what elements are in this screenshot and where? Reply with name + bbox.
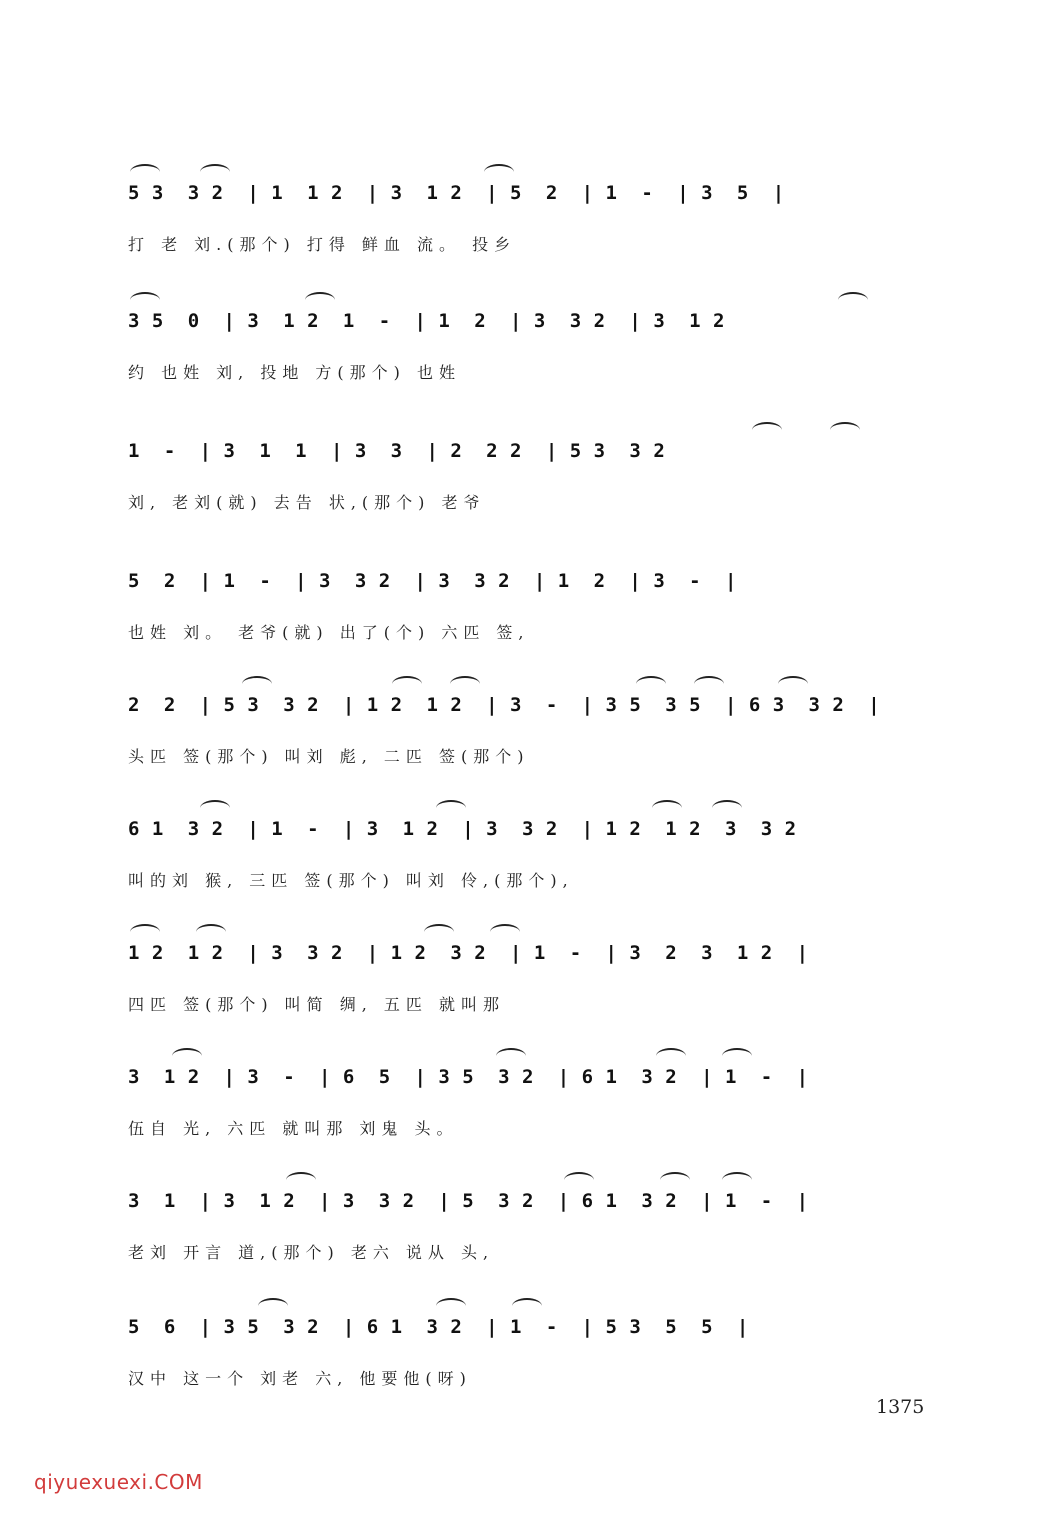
notation-line: 1 - | 3 1 1 | 3 3 | 2 2 2 | 5 3 3 2	[128, 440, 666, 462]
lyrics-line: 头匹 签(那个) 叫刘 彪, 二匹 签(那个)	[128, 747, 530, 766]
notation-line: 5 6 | 3 5 3 2 | 6 1 3 2 | 1 - | 5 3 5 5 |	[128, 1316, 749, 1338]
slur	[694, 676, 724, 692]
slur	[436, 1298, 466, 1314]
lyrics-line: 约 也姓 刘, 投地 方(那个) 也姓	[128, 363, 462, 382]
notation-line: 3 1 | 3 1 2 | 3 3 2 | 5 3 2 | 6 1 3 2 | 1 - |	[128, 1190, 809, 1212]
slur	[636, 676, 666, 692]
notation-line: 5 3 3 2 | 1 1 2 | 3 1 2 | 5 2 | 1 - | 3 5 |	[128, 182, 785, 204]
score-system	[0, 818, 1054, 938]
score-system	[0, 942, 1054, 1062]
site-watermark: qiyuexuexi.COM	[34, 1470, 203, 1494]
slur	[196, 924, 226, 940]
slur	[130, 924, 160, 940]
lyrics-line: 叫的刘 猴, 三匹 签(那个) 叫刘 伶,(那个),	[128, 871, 574, 890]
slur	[830, 422, 860, 438]
lyrics-line: 伍自 光, 六匹 就叫那 刘鬼 头。	[128, 1119, 459, 1138]
slur	[450, 676, 480, 692]
slur	[200, 164, 230, 180]
page-number: 1375	[876, 1396, 925, 1418]
score-system	[0, 182, 1054, 302]
lyrics-line: 打 老 刘.(那个) 打得 鲜血 流。 投乡	[128, 235, 517, 254]
slur	[652, 800, 682, 816]
lyrics-line: 刘, 老刘(就) 去告 状,(那个) 老爷	[128, 493, 486, 512]
slur	[424, 924, 454, 940]
slur	[305, 292, 335, 308]
notation-line: 5 2 | 1 - | 3 3 2 | 3 3 2 | 1 2 | 3 - |	[128, 570, 737, 592]
score-system	[0, 570, 1054, 690]
lyrics-line: 老刘 开言 道,(那个) 老六 说从 头,	[128, 1243, 495, 1262]
slur	[778, 676, 808, 692]
score-system	[0, 1316, 1054, 1436]
slur	[722, 1048, 752, 1064]
slur	[130, 292, 160, 308]
slur	[490, 924, 520, 940]
slur	[200, 800, 230, 816]
slur	[660, 1172, 690, 1188]
notation-line: 3 1 2 | 3 - | 6 5 | 3 5 3 2 | 6 1 3 2 | 1 - |	[128, 1066, 809, 1088]
notation-line: 2 2 | 5 3 3 2 | 1 2 1 2 | 3 - | 3 5 3 5 | 6 3 3 2 |	[128, 694, 881, 716]
lyrics-line: 也姓 刘。 老爷(就) 出了(个) 六匹 签,	[128, 623, 530, 642]
notation-line: 6 1 3 2 | 1 - | 3 1 2 | 3 3 2 | 1 2 1 2 3 3 2	[128, 818, 797, 840]
score-system	[0, 310, 1054, 430]
slur	[752, 422, 782, 438]
score-system	[0, 694, 1054, 814]
slur	[838, 292, 868, 308]
notation-line: 3 5 0 | 3 1 2 1 - | 1 2 | 3 3 2 | 3 1 2	[128, 310, 725, 332]
slur	[130, 164, 160, 180]
slur	[512, 1298, 542, 1314]
score-system	[0, 440, 1054, 560]
slur	[496, 1048, 526, 1064]
score-system	[0, 1066, 1054, 1186]
slur	[564, 1172, 594, 1188]
slur	[242, 676, 272, 692]
slur	[436, 800, 466, 816]
notation-line: 1 2 1 2 | 3 3 2 | 1 2 3 2 | 1 - | 3 2 3 1 2 |	[128, 942, 809, 964]
lyrics-line: 汉中 这一个 刘老 六, 他要他(呀)	[128, 1369, 472, 1388]
slur	[172, 1048, 202, 1064]
lyrics-line: 四匹 签(那个) 叫简 绸, 五匹 就叫那	[128, 995, 506, 1014]
score-system	[0, 1190, 1054, 1310]
slur	[722, 1172, 752, 1188]
slur	[712, 800, 742, 816]
slur	[656, 1048, 686, 1064]
slur	[392, 676, 422, 692]
slur	[258, 1298, 288, 1314]
slur	[484, 164, 514, 180]
slur	[286, 1172, 316, 1188]
